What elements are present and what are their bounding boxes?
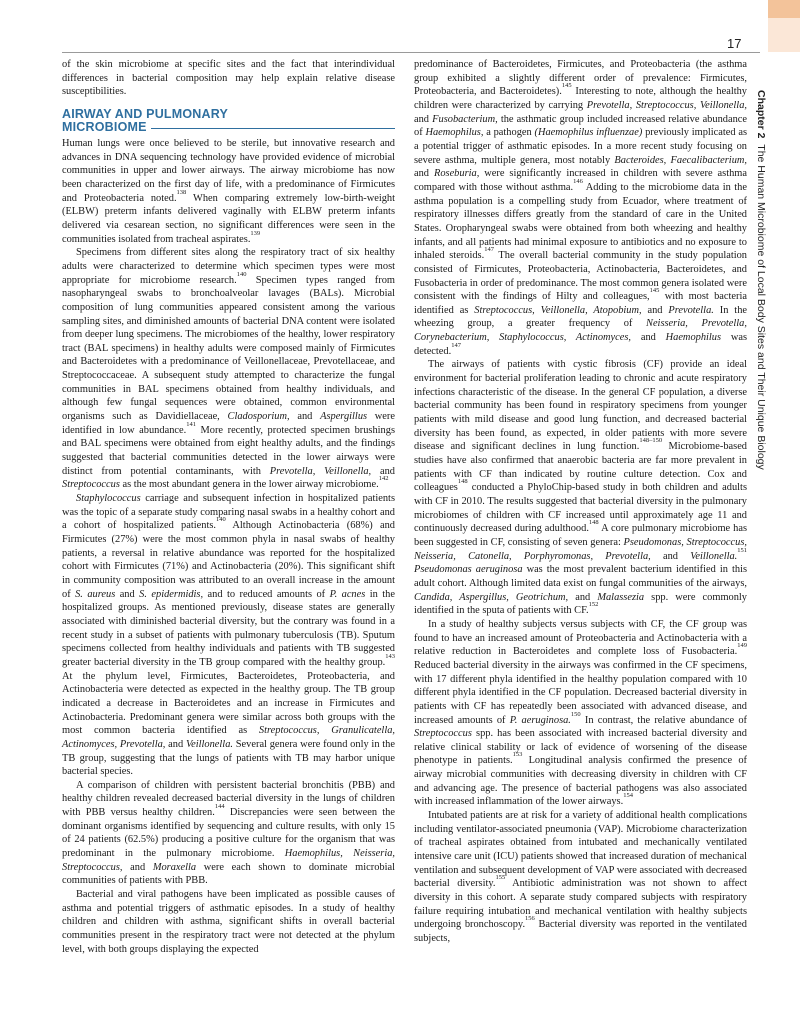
paragraph: Specimens from different sites along the respiratory tract of six healthy adults were characterized to determine which specimen types were most appropriate for microbiome research.$^{140}$ Specimen types ranged from nasopharyngeal swabs to bronchoalveolar lavages (BALs). Microbial composition of lung communities appeared consistent among the various sampling sites, and diminished amounts of bacterial DNA content were isolated from deeper lung specimens. The microbiomes of the healthy, lower respiratory tract (BAL specimens) in healthy adults were composed mainly of Firmicutes and Bacteroidetes with a predominance of Veillonellaceae, Prevotellaceae, and Streptococcaceae. A subsequent study attempted to characterize the fungal communities in BAL specimens obtained from healthy individuals, and although few fungal sequences were obtained, common environmental organisms such as Davidiellaceae, Cladosporium, and Aspergillus were identified in low abundance.$^{141}$ More recently, protected specimen brushings and BAL specimens were obtained from eight healthy adults, and the findings suggested that bacterial communities detected in the lower airways were distinct from potential contaminants, with Prevotella, Veillonella, and Streptococcus as the most abundant genera in the lower airway microbiome.$^{142}$ [62,247,396,491]
running-title [749,90,773,780]
chapter-tab-accent [768,0,800,18]
paragraph: A comparison of children with persistent bacterial bronchitis (PBB) and healthy children revealed decreased bacterial diversity in the lungs of children with PBB versus healthy children.$^{144}$ Discrepancies were seen between the dominant organisms identified by sequencing and culture results, with only 15 of 24 patients (62.5%) producing a positive culture for the organism that was predominant in the pulmonary microbiome. Haemophilus, Neisseria, Streptococcus, and Moraxella were each shown to dominate microbial communities of patients with PBB. [62,779,395,887]
section-heading-line1: AIRWAY AND PULMONARY [62,106,229,121]
header-rule [62,52,760,53]
page-number: 17 [727,36,742,51]
paragraph: predominance of Bacteroidetes, Firmicutes, and Proteobacteria (the asthma group exhibited a slightly different order of prevalence: Firmicutes, Proteobacteria, and Bacteroidetes).$^{145}$ Interesting to note, although the healthy children were characterized by carrying Prevotella, Streptococcus, Veillonella, and Fusobacterium, the asthmatic group included increased relative abundance of Haemophilus, a pathogen (Haemophilus influenzae) previously implicated as a potential trigger of asthmatic episodes. In a more recent study focusing on severe asthma, multiple genera, most notably Bacteroides, Faecalibacterium, and Roseburia, were significantly increased in children with severe asthma compared with those without asthma.$^{146}$ Adding to the microbiome data in the asthma population is a compelling study from Ecuador, where treatment of respiratory illnesses differs greatly from the standard of care in the United States. Oropharyngeal swabs were obtained from both wheezing and healthy infants, and all patients had minimal exposure to antibiotics and no exposure to inhaled steroids.$^{147}$ The overall bacterial community in the study population consisted of Firmicutes, Proteobacteria, Actinobacteria, Bacteroidetes, and Fusobacteria in order of predominance. The most common genera isolated were consistent with the findings of Hilty and colleagues,$^{145}$ with most bacteria identified as Streptococcus, Veillonella, Atopobium, and Prevotella. In the wheezing group, a greater frequency of Neisseria, Prevotella, Corynebacterium, Staphylococcus, Actinomyces, and Haemophilus was detected.$^{147}$ [414,59,748,357]
heading-rule [151,128,395,129]
right-column [414,58,747,946]
chapter-tab-accent-light [768,18,800,52]
running-title-chapter: Chapter 2 [755,90,767,139]
paragraph: The airways of patients with cystic fibrosis (CF) provide an ideal environment for bacterial proliferation leading to chronic and acute respiratory infections characteristic of the disease. In the general CF population, a diverse bacterial community has been found in respiratory specimens from younger patients with mild disease and good lung function, and decreased bacterial diversity has been found, as expected, in older patients with more severe disease and significant declines in lung function.$^{148-150}$ Microbiome-based studies have also confirmed that anaerobic bacteria are far more prevalent in patients with CF than indicated by routine culture detection. Cox and colleagues$^{148}$ conducted a PhyloChip-based study in both children and adults with CF in 2010. The results suggested that bacterial diversity in the pulmonary microbiomes of children with CF increased until approximately age 11 and continuously decreased during adulthood.$^{148}$ A core pulmonary microbiome has been suggested in CF, consisting of seven genera: Pseudomonas, Streptococcus, Neisseria, Catonella, Porphyromonas, Prevotella, and Veillonella.$^{151}$ Pseudomonas aeruginosa was the most prevalent bacterium identified in this adult cohort. Although limited data exist on fungal communities of the airways, Candida, Aspergillus, Geotrichum, and Malassezia spp. were commonly identified in the sputa of patients with CF.$^{152}$ [414,359,748,617]
paragraph: Intubated patients are at risk for a variety of additional health complications including ventilator-associated pneumonia (VAP). Microbiome characterization of tracheal aspirates obtained from intubated and mechanically ventilated intensive care unit (ICU) patients showed that increased duration of mechanical ventilation and subsequent development of VAP were associated with decreased bacterial diversity.$^{155}$ Antibiotic administration was not shown to affect diversity in this cohort. A separate study compared subjects with respiratory failure requiring intubation and mechanical ventilation with healthy subjects undergoing bronchoscopy.$^{156}$ Bacterial diversity was reported in the ventilated subjects, [414,810,747,944]
paragraph: Bacterial and viral pathogens have been implicated as possible causes of asthma and potential triggers of asthmatic episodes. In a study of healthy children and children with asthma, significant shifts in overall bacterial communities present in the respiratory tract were not detected at the phylum level, with both groups displaying the expected [62,889,395,955]
paragraph: of the skin microbiome at specific sites and the fact that interindividual differences in bacterial composition may help explain relative disease susceptibilities. [62,59,395,98]
running-title-text: The Human Microbiome of Local Body Sites and Their Unique Biology [755,144,767,470]
section-heading-line2: MICROBIOME [62,119,147,134]
paragraph: Human lungs were once believed to be sterile, but innovative research and advances in DNA sequencing technology have provided evidence of microbial communities in upper and lower airways. The airway microbiome has now been characterized on the first day of life, with a predominance of Firmicutes and Proteobacteria noted.$^{138}$ When comparing extremely low-birth-weight (ELBW) preterm infants delivered vaginally with ELBW preterm infants delivered via cesarean section, no significant differences were seen in the communities isolated from tracheal aspirates.$^{139}$ [62,137,395,245]
paragraph: Staphylococcus carriage and subsequent infection in hospitalized patients was the topic of a separate study comparing nasal swabs in a healthy cohort and a cohort of hospitalized patients.$^{140}$ Although Actinobacteria (68%) and Firmicutes (27%) were the most common phyla in nasal swabs of healthy patients, a reversal in relative abundance was reported for the hospitalized cohort with Firmicutes (71%) and Actinobacteria (20%). This significant shift in community composition was attributed to an overall increase in the amount of S. aureus and S. epidermidis, and to reduced amounts of P. acnes in the hospitalized groups. As mentioned previously, disease states are generally associated with diminished bacterial diversity, but the contrary was found in a recent study in a subset of patients with pulmonary tuberculosis (TB). Sputum specimens collected from healthy individuals and patients with TB suggested greater bacterial diversity in the TB group compared with the healthy group.$^{143}$ At the phylum level, Firmicutes, Bacteroidetes, Proteobacteria, and Actinobacteria were detected as expected in the healthy group. The TB group indicated a decrease in Bacteroidetes and an increase in Firmicutes and Actinobacteria. Predominant genera were similar across both groups with the most common bacteria identified as Streptococcus, Granulicatella, Actinomyces, Prevotella, and Veillonella. Several genera were found only in the TB group, suggesting that the lungs of patients with TB may harbor unique bacterial species. [62,493,396,778]
paragraph: In a study of healthy subjects versus subjects with CF, the CF group was found to have an increased amount of Proteobacteria and Actinobacteria with a relative reduction in Bacteroidetes and complete loss of Fusobacteria.$^{149}$ Reduced bacterial diversity in the airways was confirmed in the CF specimens, with 17 different phyla identified in the healthy population compared with 10 different phyla identified in the CF population. Decreased bacterial diversity in patients with CF has repeatedly been associated with advanced disease, and increased amounts of P. aeruginosa.$^{150}$ In contrast, the relative abundance of Streptococcus spp. has been associated with increased bacterial diversity and relative clinical stability or lack of evidence of worsening of the disease phenotype in patients.$^{153}$ Longitudinal analysis confirmed the presence of airway microbial communities with decreasing diversity in children with CF and advancing age. The presence of bacterial pathogens was also associated with increased inflammation of the lower airways.$^{154}$ [414,618,747,808]
section-heading [62,108,395,134]
left-column [62,58,395,956]
